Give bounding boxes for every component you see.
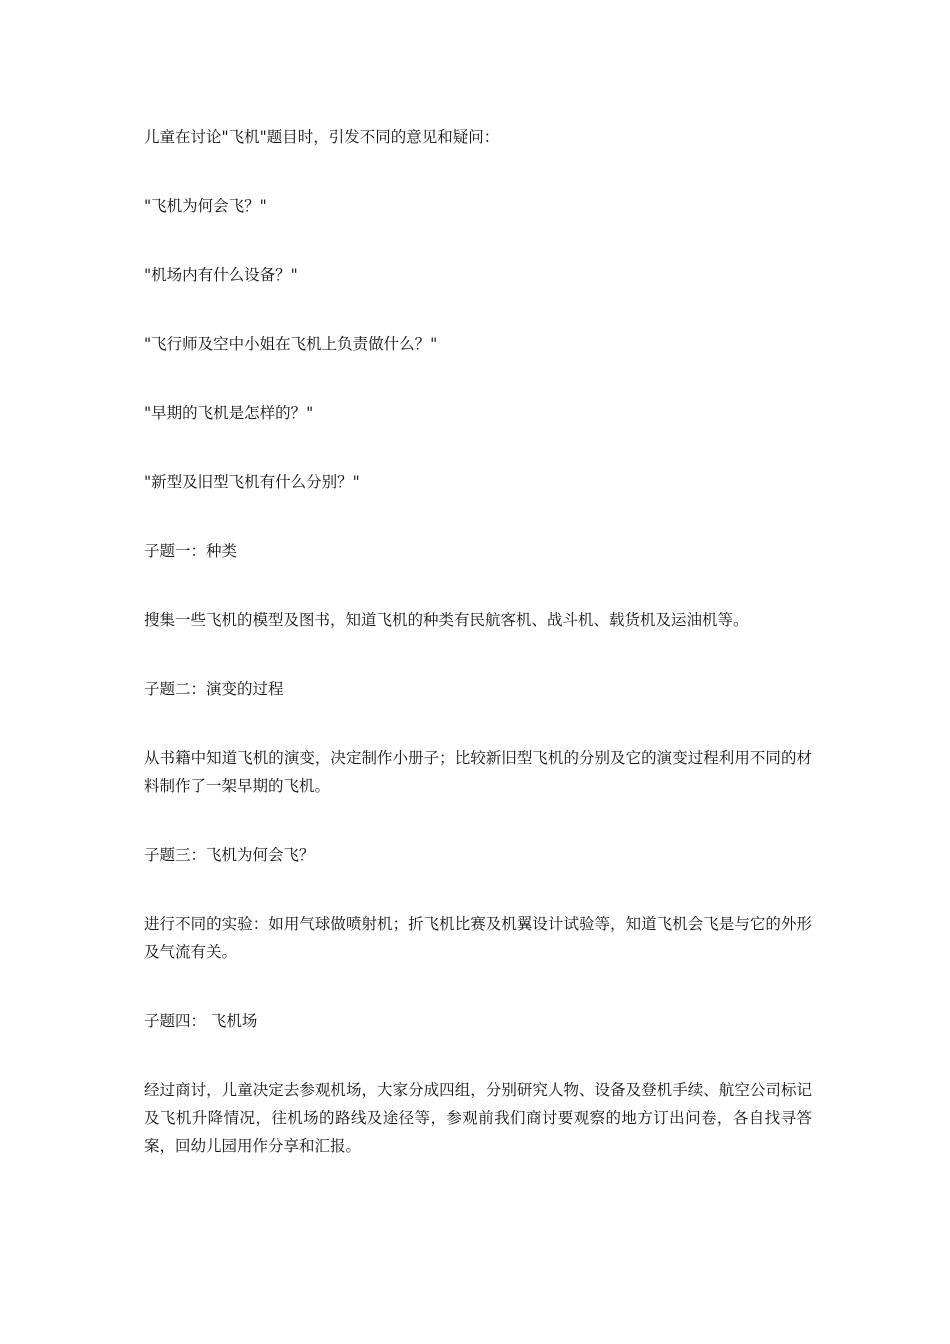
subtopic-2-text: 从书籍中知道飞机的演变，决定制作小册子；比较新旧型飞机的分别及它的演变过程利用不同的材料制作了一架早期的飞机。 [144,749,812,795]
document-body [144,123,812,1160]
subtopic-2-heading: 子题二：演变的过程 [144,680,284,698]
question-new-vs-old: "新型及旧型飞机有什么分别？" [144,473,360,491]
subtopic-1-text: 搜集一些飞机的模型及图书，知道飞机的种类有民航客机、战斗机、载货机及运油机等。 [144,611,749,629]
subtopic-3-heading: 子题三：飞机为何会飞？ [144,846,315,864]
subtopic-4-heading: 子题四： 飞机场 [144,1012,258,1030]
subtopic-1-heading: 子题一：种类 [144,542,238,560]
question-early-planes: "早期的飞机是怎样的？" [144,404,314,422]
subtopic-3-text: 进行不同的实验：如用气球做喷射机；折飞机比赛及机翼设计试验等，知道飞机会飞是与它的外形及气流有关。 [144,915,812,961]
question-airport-equipment: "机场内有什么设备？" [144,266,298,284]
question-crew-duties: "飞行师及空中小姐在飞机上负责做什么？" [144,335,438,353]
intro-paragraph: 儿童在讨论"飞机"题目时，引发不同的意见和疑问： [144,128,500,146]
subtopic-4-text: 经过商讨，儿童决定去参观机场，大家分成四组，分别研究人物、设备及登机手续、航空公司标记及飞机升降情况，往机场的路线及途径等，参观前我们商讨要观察的地方订出问卷，各自找寻答案，回幼儿园用作分享和汇报。 [144,1081,812,1155]
question-why-fly: "飞机为何会飞？" [144,197,267,215]
